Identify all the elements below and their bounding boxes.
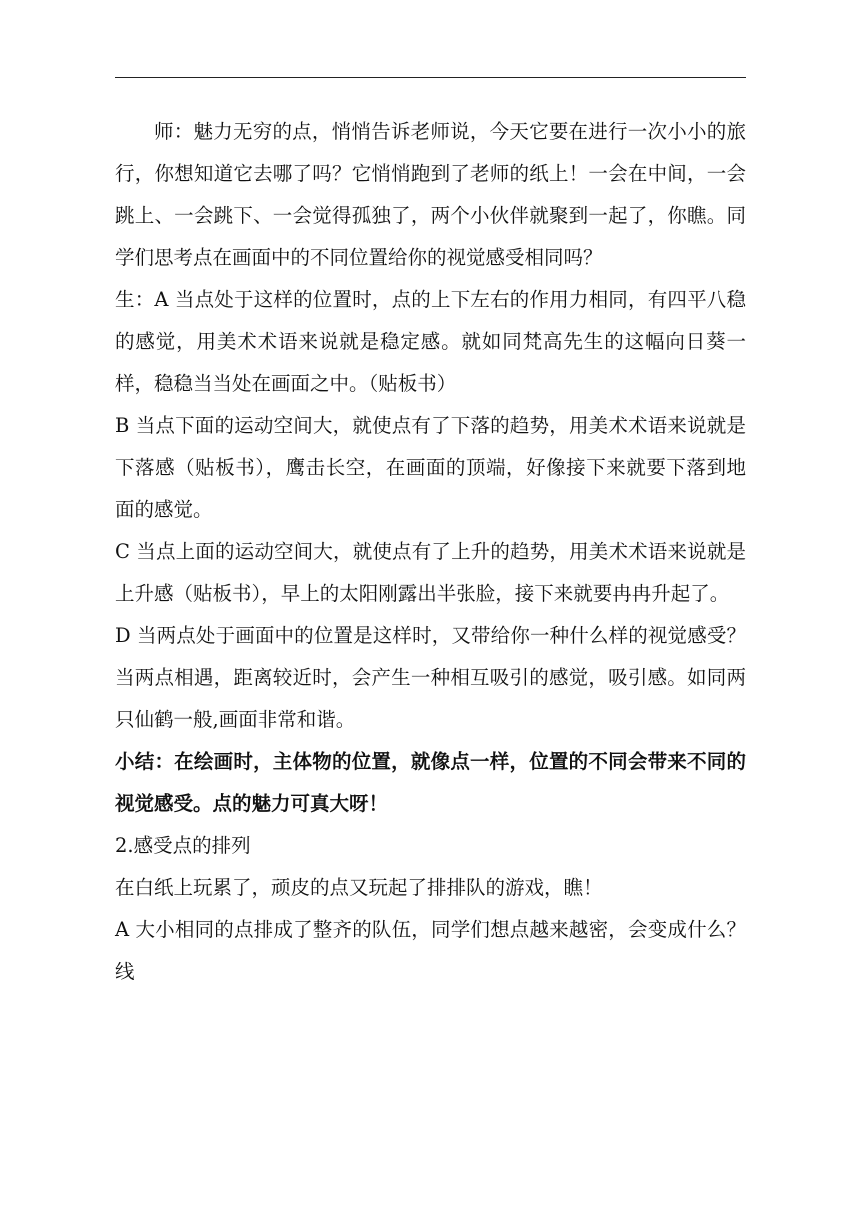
paragraph-arrangement-intro: 在白纸上玩累了，顽皮的点又玩起了排排队的游戏，瞧！	[115, 876, 603, 899]
paragraph-arrangement-a: A 大小相同的点排成了整齐的队伍，同学们想点越来越密，会变成什么？线	[115, 918, 746, 983]
paragraph-point-b: B 当点下面的运动空间大，就使点有了下落的趋势，用美术术语来说就是下落感（贴板书），鹰击长空，在画面的顶端，好像接下来就要下落到地面的感觉。	[115, 414, 746, 521]
section-heading-2: 2.感受点的排列	[115, 834, 251, 857]
document-body	[115, 111, 746, 993]
paragraph-point-d: D 当两点处于画面中的位置是这样时，又带给你一种什么样的视觉感受？当两点相遇，距离较近时，会产生一种相互吸引的感觉，吸引感。如同两只仙鹤一般,画面非常和谐。	[115, 624, 746, 731]
header-rule	[115, 77, 746, 78]
paragraph-student-a: 生：A 当点处于这样的位置时，点的上下左右的作用力相同，有四平八稳的感觉，用美术术语来说就是稳定感。就如同梵高先生的这幅向日葵一样，稳稳当当处在画面之中。（贴板书）	[115, 288, 746, 395]
paragraph-point-c: C 当点上面的运动空间大，就使点有了上升的趋势，用美术术语来说就是上升感（贴板书），早上的太阳刚露出半张脸，接下来就要冉冉升起了。	[115, 540, 746, 605]
paragraph-teacher-intro: 师：魅力无穷的点，悄悄告诉老师说，今天它要在进行一次小小的旅行，你想知道它去哪了吗？它悄悄跑到了老师的纸上！一会在中间，一会跳上、一会跳下、一会觉得孤独了，两个小伙伴就聚到一起了，你瞧。同学们思考点在画面中的不同位置给你的视觉感受相同吗？	[115, 120, 746, 269]
paragraph-summary: 小结：在绘画时，主体物的位置，就像点一样，位置的不同会带来不同的视觉感受。点的魅力可真大呀！	[115, 750, 746, 815]
